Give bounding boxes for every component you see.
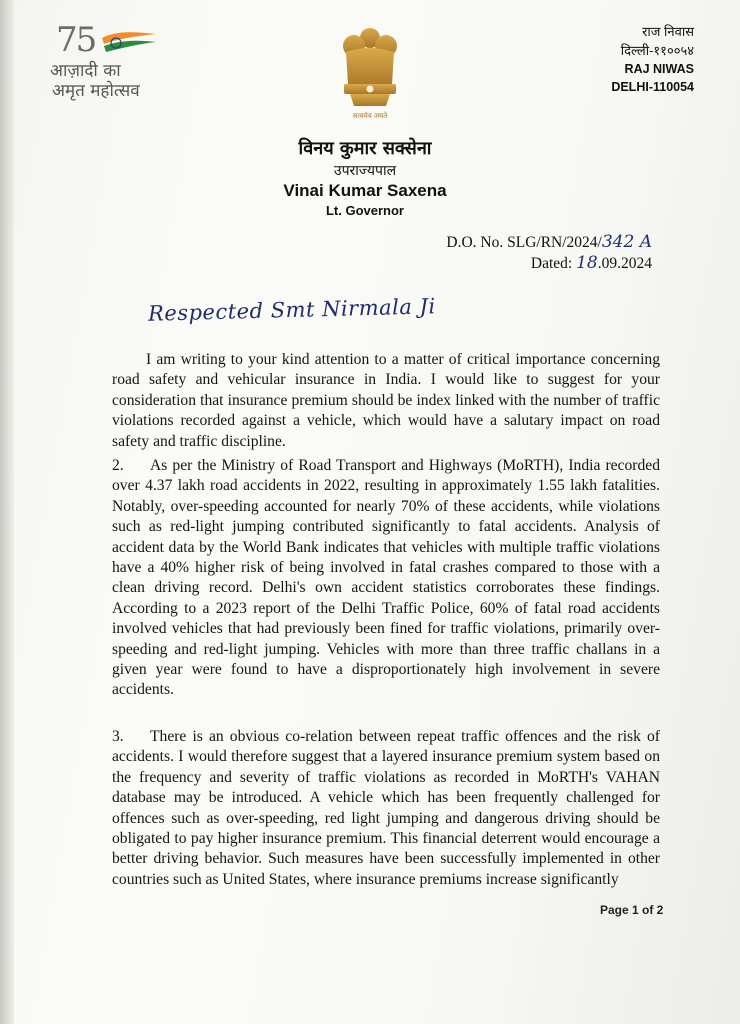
dated-handwritten-day: 18 <box>576 253 598 273</box>
paragraph-3 <box>112 727 660 890</box>
paragraph-3-number: 3. <box>112 728 124 745</box>
do-number <box>446 232 652 253</box>
azadi-ka-amrit-mahotsav-logo <box>50 20 180 110</box>
flag-swoosh-icon <box>98 30 158 56</box>
page-number: Page 1 of 2 <box>600 903 664 917</box>
dated-prefix: Dated: <box>530 255 577 272</box>
sender-title-english: Lt. Governor <box>325 203 404 218</box>
reference-block <box>446 232 652 274</box>
sender-name-english: Vinai Kumar Saxena <box>283 181 447 200</box>
sender-name-hindi: विनय कुमार सक्सेना <box>298 138 432 159</box>
do-handwritten-number: 342 A <box>601 232 652 252</box>
paragraph-1 <box>112 350 660 452</box>
emblem-motto: सत्यमेव जयते <box>352 112 388 120</box>
address-english-line-1: RAJ NIWAS <box>624 62 694 76</box>
paragraph-2-number: 2. <box>112 457 124 474</box>
handwritten-salutation: Respected Smt Nirmala Ji <box>147 294 436 326</box>
paragraph-2-text: As per the Ministry of Road Transport and Highways (MoRTH), India recorded over 4.37 lakh road accidents in 2022, resulting in approximately 1.55 lakh fatalities. Notably, over-speeding accounted for nearly 70% of these accidents, while violations such as red-light jumping contributed significantly to fatal accidents. Analysis of accident data by the World Bank indicates that vehicles with multiple traffic violations have a 40% higher risk of being involved in fatal crashes compared to those with a clean driving record. Delhi's own accident statistics corroborates these findings. According to a 2023 report of the Delhi Traffic Police, 60% of fatal road accidents involved vehicles that had previously been fined for traffic violations, primarily over-speeding and red-light jumping. Vehicles with more than three traffic challans in a given year were found to have a disproportionately high involvement in severe accidents. <box>112 457 660 699</box>
address-hindi-line-1: राज निवास <box>642 24 694 39</box>
paragraph-2 <box>112 456 660 701</box>
logo-line-1: आज़ादी का <box>50 61 121 81</box>
paragraph-3-text: There is an obvious co-relation between repeat traffic offences and the risk of accidents. I would therefore suggest that a layered insurance premium system based on the frequency and severity of traffic violations as recorded in MoRTH's VAHAN database may be introduced. A vehicle which has been frequently challenged for offences such as over-speeding, red light jumping and dangerous driving should be obligated to pay higher insurance premium. This financial deterrent would encourage a better driving behavior. Such measures have been successfully implemented in other countries such as United States, where insurance premiums increase significantly <box>112 728 660 888</box>
sender-block <box>0 136 740 218</box>
dated-suffix: .09.2024 <box>597 255 652 272</box>
letter-date <box>446 253 652 274</box>
address-hindi-line-2: दिल्ली-११००५४ <box>620 43 694 58</box>
sender-title-hindi: उपराज्यपाल <box>333 163 397 179</box>
logo-line-2: अमृत महोत्सव <box>52 81 140 101</box>
do-prefix: D.O. No. SLG/RN/2024/ <box>446 234 602 251</box>
office-address <box>611 22 694 96</box>
paragraph-1-text: I am writing to your kind attention to a matter of critical importance concerning road safety and vehicular insurance in India. I would like to suggest for your consideration that insurance premium should be index linked with the number of traffic violations recorded against a vehicle, which would have a salutary impact on road safety and traffic discipline. <box>112 351 660 450</box>
logo-number: 75 <box>56 20 96 60</box>
address-english-line-2: DELHI-110054 <box>611 80 694 94</box>
